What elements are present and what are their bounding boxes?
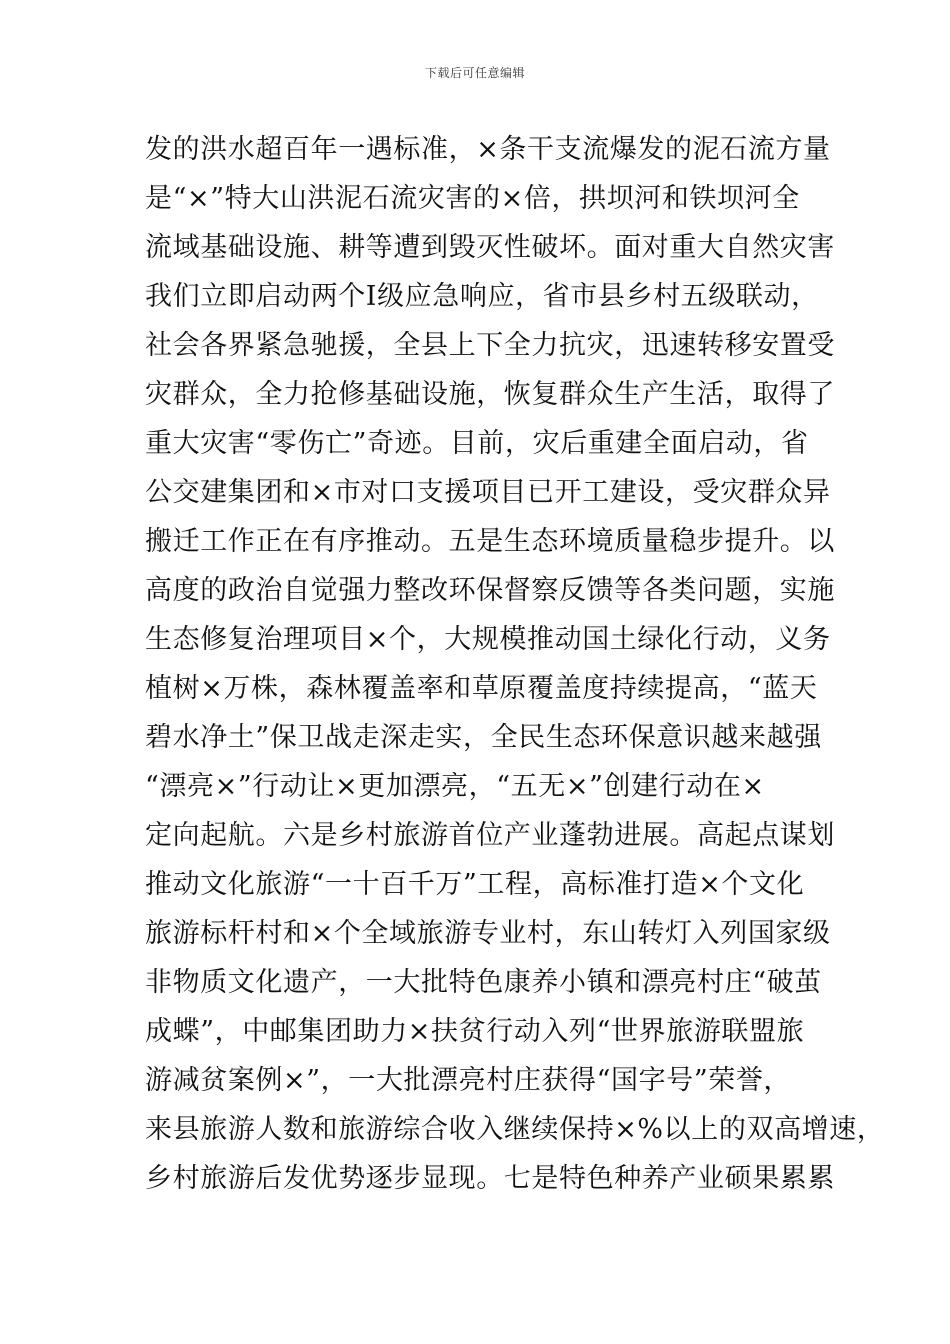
text-line: 定向起航。六是乡村旅游首位产业蓬勃进展。高起点谋划 bbox=[145, 820, 835, 851]
text-line: 我们立即启动两个Ⅰ级应急响应，省市县乡村五级联动， bbox=[145, 281, 819, 312]
text-line: 来县旅游人数和旅游综合收入继续保持×%以上的双高增速， bbox=[145, 1114, 885, 1145]
text-line: 碧水净土”保卫战走深走实，全民生态环保意识越来越强 bbox=[145, 722, 822, 753]
text-line: 搬迁工作正在有序推动。五是生态环境质量稳步提升。以 bbox=[145, 526, 835, 557]
text-line: 重大灾害“零伤亡”奇迹。目前，灾后重建全面启动，省 bbox=[145, 428, 809, 459]
text-line: 社会各界紧急驰援，全县上下全力抗灾，迅速转移安置受 bbox=[145, 330, 835, 361]
text-line: 非物质文化遗产，一大批特色康养小镇和漂亮村庄“破茧 bbox=[145, 967, 822, 998]
text-line: 旅游标杆村和×个全域旅游专业村，东山转灯入列国家级 bbox=[145, 918, 831, 949]
text-line: 成蝶”，中邮集团助力×扶贫行动入列“世界旅游联盟旅 bbox=[145, 1016, 805, 1047]
body-paragraph bbox=[145, 125, 885, 1203]
text-line: 游减贫案例×”，一大批漂亮村庄获得“国字号”荣誉， bbox=[145, 1065, 792, 1096]
text-line: “漂亮×”行动让×更加漂亮，“五无×”创建行动在× bbox=[145, 771, 765, 802]
text-line: 高度的政治自觉强力整改环保督察反馈等各类问题，实施 bbox=[145, 575, 835, 606]
text-line: 公交建集团和×市对口支援项目已开工建设，受灾群众异 bbox=[145, 477, 831, 508]
text-line: 发的洪水超百年一遇标准，×条干支流爆发的泥石流方量 bbox=[145, 134, 831, 165]
text-line: 灾群众，全力抢修基础设施，恢复群众生产生活，取得了 bbox=[145, 379, 835, 410]
text-line: 植树×万株，森林覆盖率和草原覆盖度持续提高，“蓝天 bbox=[145, 673, 818, 704]
text-line: 乡村旅游后发优势逐步显现。七是特色种养产业硕果累累 bbox=[145, 1163, 835, 1194]
text-line: 流域基础设施、耕等遭到毁灭性破坏。面对重大自然灾害 bbox=[145, 232, 835, 263]
text-line: 是“×”特大山洪泥石流灾害的×倍，拱坝河和铁坝河全 bbox=[145, 183, 800, 214]
page-header: 下载后可任意编辑 bbox=[424, 66, 525, 80]
text-line: 推动文化旅游“一十百千万”工程，高标准打造×个文化 bbox=[145, 869, 805, 900]
text-line: 生态修复治理项目×个，大规模推动国土绿化行动，义务 bbox=[145, 624, 831, 655]
